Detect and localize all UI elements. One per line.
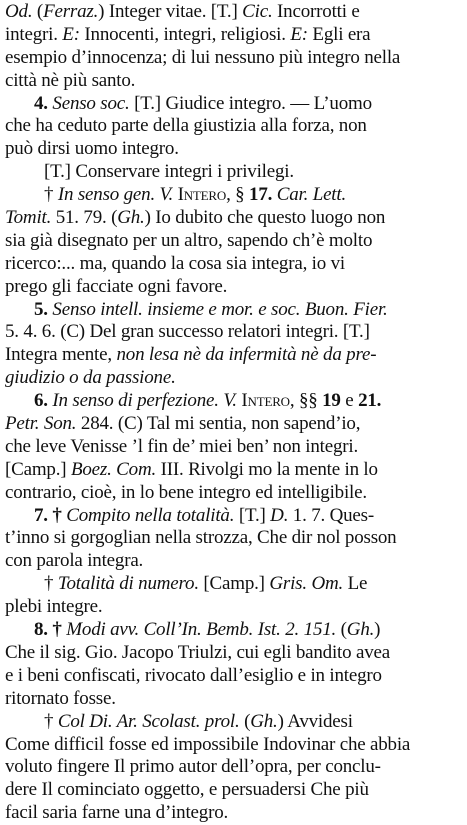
subsense-heading: † Totalità di numero. [Camp.] Gris. Om. Le [44, 573, 368, 595]
text-line: plebi integre. [5, 596, 103, 618]
sense-6-heading: 6. In senso di perfezione. V. Intero, §§ 19 e 21. [34, 390, 382, 412]
sense-4-heading: 4. Senso soc. [T.] Giudice integro. — L’uomo [34, 92, 372, 114]
text-line: che leve Venisse ’l fin de’ miei ben’ non integri. [5, 435, 358, 457]
sense-8-heading: 8. † Modi avv. Coll’In. Bemb. Ist. 2. 151. (Gh.) [34, 619, 381, 641]
text-line: Che il sig. Gio. Jacopo Triulzi, cui egli bandito avea [5, 641, 390, 663]
text-line: ricerco:... ma, quando la cosa sia integra, io vi [5, 252, 345, 274]
text-line: integri. E: Innocenti, integri, religiosi. E: Egli era [5, 23, 371, 45]
text-line: 5. 4. 6. (C) Del gran successo relatori integri. [T.] [5, 321, 370, 343]
text-line: facil saria farne una d’integro. [5, 802, 229, 824]
text-line: giudizio o da passione. [5, 367, 176, 389]
text-line: [T.] Conservare integri i privilegi. [44, 161, 294, 183]
text-line: Petr. Son. 284. (C) Tal mi sentia, non sapend’io, [5, 413, 361, 435]
text-line: t’inno si gorgoglian nella strozza, Che dir nol posson [5, 527, 397, 549]
text-line: Integra mente, non lesa nè da infermità nè da pre- [5, 344, 377, 366]
text-line: con parola integra. [5, 550, 144, 572]
subsense-heading: † In senso gen. V. Intero, § 17. Car. Lett. [44, 184, 347, 206]
text-line: voluto fingere Il primo autor dell’opra, per conclu- [5, 756, 381, 778]
text-line: e i beni confiscati, rivocato dall’esiglio e in integro [5, 664, 382, 686]
text-line: Tomit. 51. 79. (Gh.) Io dubito che questo luogo non [5, 207, 386, 229]
text-line: prego gli facciate ogni favore. [5, 275, 228, 297]
text-line: Come difficil fosse ed impossibile Indovinar che abbia [5, 733, 411, 755]
text-line: contrario, cioè, in lo bene integro ed intelligibile. [5, 481, 367, 503]
text-line: [Camp.] Boez. Com. III. Rivolgi mo la mente in lo [5, 458, 378, 480]
text-line: città nè più santo. [5, 69, 136, 91]
text-line: sia già disegnato per un altro, sapendo ch’è molto [5, 229, 373, 251]
text-line: dere Il cominciato oggetto, e persuadersi Che più [5, 779, 369, 801]
subsense-heading: † Col Di. Ar. Scolast. prol. (Gh.) Avvidesi [44, 710, 353, 732]
sense-5-heading: 5. Senso intell. insieme e mor. e soc. Buon. Fier. [34, 298, 388, 320]
text-line: ritornato fosse. [5, 687, 116, 709]
text-line: che ha ceduto parte della giustizia alla forza, non [5, 115, 367, 137]
sense-7-heading: 7. † Compito nella totalità. [T.] D. 1. 7. Ques- [34, 504, 374, 526]
text-line: esempio d’innocenza; di lui nessuno più integro nella [5, 46, 401, 68]
text-line: Od. (Ferraz.) Integer vitae. [T.] Cic. Incorrotti e [5, 1, 360, 22]
text-line: può dirsi uomo integro. [5, 138, 179, 160]
